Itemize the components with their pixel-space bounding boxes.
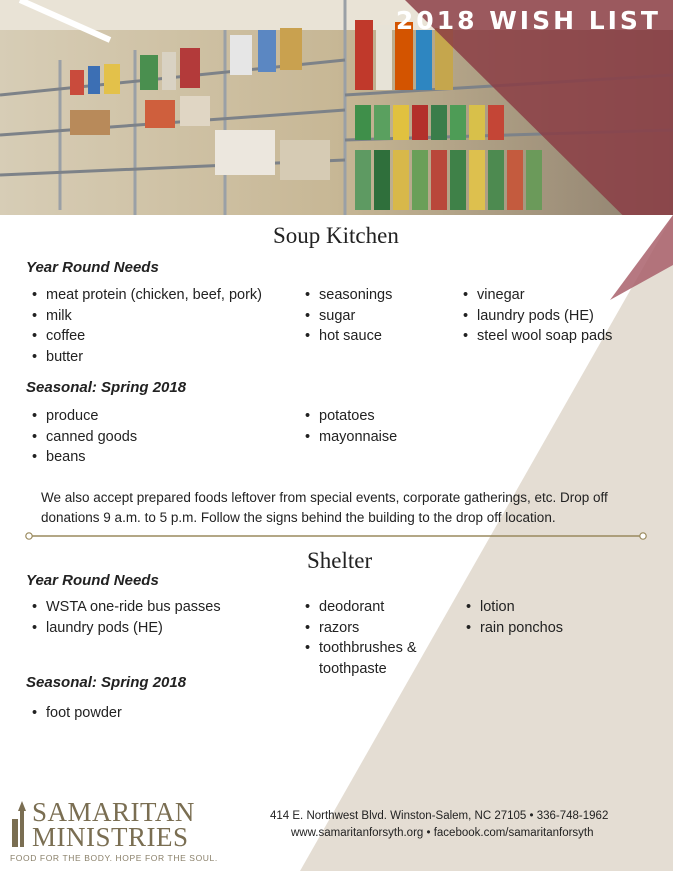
list-item: • lotion (463, 597, 563, 618)
list-item: • razors (302, 618, 442, 639)
footer-web-links[interactable]: www.samaritanforsyth.org • facebook.com/samaritanforsyth (291, 827, 594, 839)
shelter-seasonal-heading: Seasonal: Spring 2018 (26, 674, 187, 691)
list-item: • laundry pods (HE) (29, 618, 221, 639)
soup-kitchen-heading: Soup Kitchen (273, 223, 399, 248)
list-item: • deodorant (302, 597, 442, 618)
list-item: • laundry pods (HE) (460, 306, 612, 327)
shelter-heading: Shelter (307, 548, 373, 573)
pantry-photo (0, 0, 673, 215)
logo-line-2: MINISTRIES (32, 822, 189, 852)
soup-year-round-heading: Year Round Needs (26, 259, 159, 276)
list-item: • WSTA one-ride bus passes (29, 597, 221, 618)
list-item: • milk (29, 306, 262, 327)
list-item: • toothbrushes & toothpaste (302, 638, 442, 679)
list-item: • butter (29, 347, 262, 368)
logo-mark-icon (10, 801, 32, 847)
list-item: • vinegar (460, 285, 612, 306)
logo-line-1: SAMARITAN (32, 797, 195, 827)
list-item: • produce (29, 406, 137, 427)
list-item: • hot sauce (302, 326, 392, 347)
list-item: • beans (29, 447, 137, 468)
soup-year-round-list-3 (460, 285, 612, 347)
soup-seasonal-list-2 (302, 406, 397, 447)
logo-tagline: FOOD FOR THE BODY. HOPE FOR THE SOUL. (10, 853, 218, 863)
list-item: • mayonnaise (302, 427, 397, 448)
shelter-year-round-list-1 (29, 597, 221, 638)
list-item: • meat protein (chicken, beef, pork) (29, 285, 262, 306)
drop-off-note: We also accept prepared foods leftover from special events, corporate gatherings, etc. Drop off donations 9 a.m. to 5 p.m. Follow the signs behind the building to the drop off location. (41, 490, 608, 525)
soup-seasonal-list-1 (29, 406, 137, 468)
list-item: • sugar (302, 306, 392, 327)
shelter-year-round-heading: Year Round Needs (26, 572, 159, 589)
list-item: • canned goods (29, 427, 137, 448)
list-item: • potatoes (302, 406, 397, 427)
footer-address: 414 E. Northwest Blvd. Winston-Salem, NC 27105 • 336-748-1962 (270, 810, 609, 822)
list-item: • rain ponchos (463, 618, 563, 639)
list-item: • seasonings (302, 285, 392, 306)
list-item: • coffee (29, 326, 262, 347)
soup-seasonal-heading: Seasonal: Spring 2018 (26, 379, 187, 396)
soup-year-round-list-2 (302, 285, 392, 347)
wish-list-title: 2018 WISH LIST (395, 6, 661, 35)
shelter-year-round-list-3 (463, 597, 563, 638)
shelter-seasonal-list-1 (29, 703, 122, 724)
samaritan-ministries-logo (10, 797, 220, 865)
shelter-year-round-list-2 (302, 597, 442, 679)
list-item: • foot powder (29, 703, 122, 724)
section-divider (25, 531, 647, 541)
list-item: • steel wool soap pads (460, 326, 612, 347)
soup-year-round-list-1 (29, 285, 262, 367)
